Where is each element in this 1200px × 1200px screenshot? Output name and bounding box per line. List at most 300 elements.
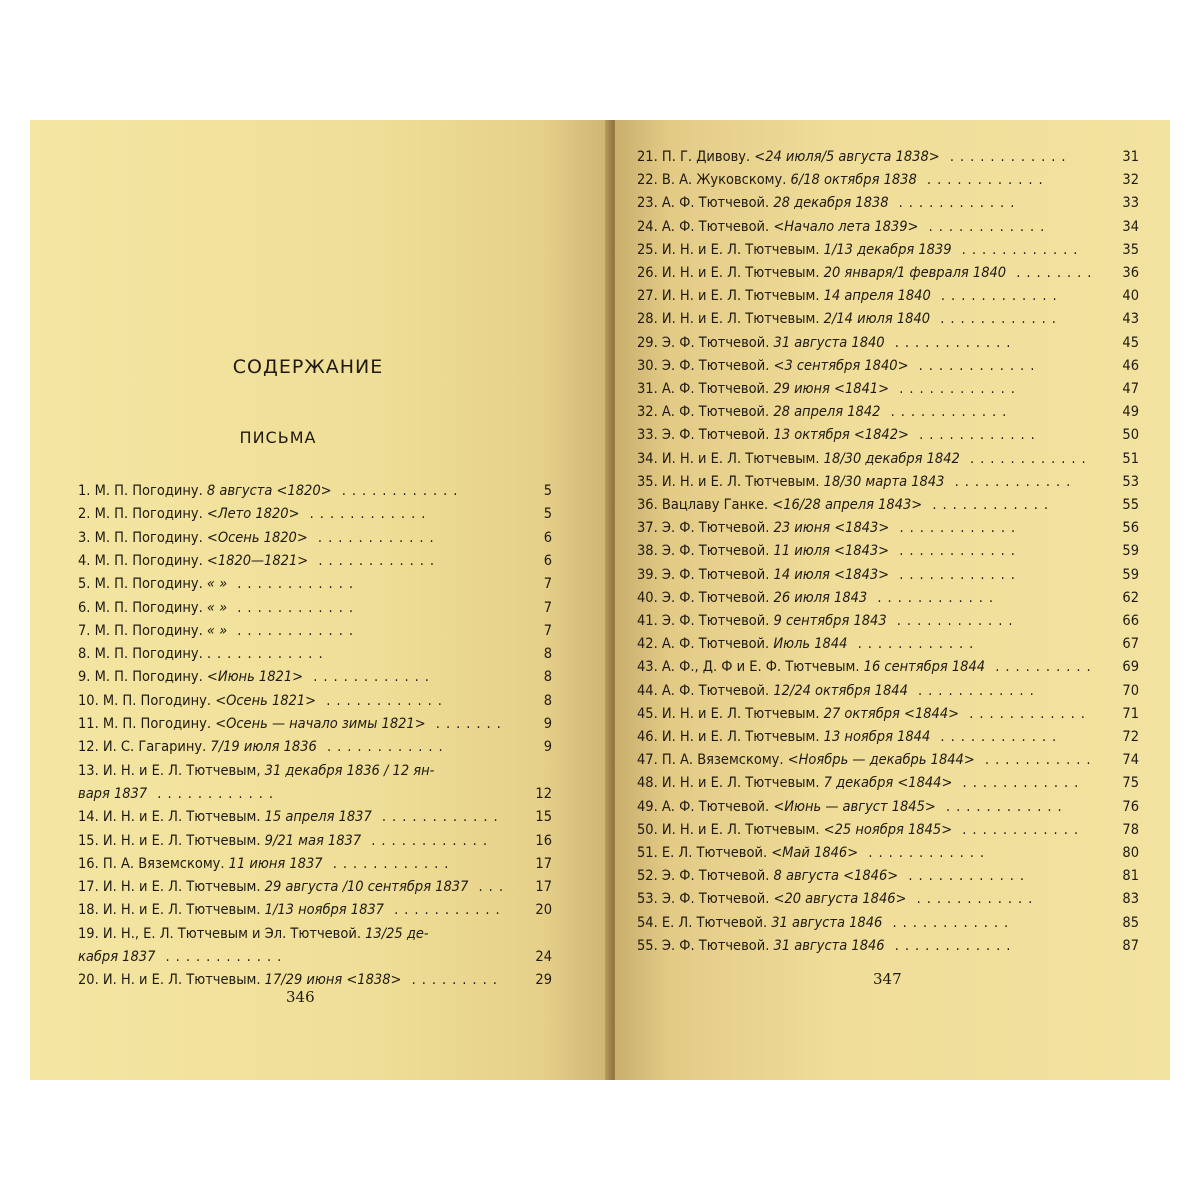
entry-date: 8 августа <1820> bbox=[206, 483, 332, 499]
leader-dots: ............ bbox=[888, 195, 1021, 212]
toc-entry-text bbox=[637, 401, 1012, 423]
toc-entry bbox=[637, 169, 1137, 191]
toc-entry bbox=[637, 471, 1137, 493]
entry-addressee: М. П. Погодину. bbox=[94, 529, 207, 546]
entry-date: « » bbox=[206, 576, 228, 593]
leader-dots: ............ bbox=[889, 520, 1022, 537]
toc-entry bbox=[637, 517, 1137, 539]
entry-number: 4. bbox=[78, 552, 95, 569]
entry-addressee: А. Ф. Тютчевой. bbox=[661, 404, 774, 421]
entry-number: 24. bbox=[637, 218, 662, 235]
entry-addressee: И. Н., Е. Л. Тютчевым и Эл. Тютчевой. bbox=[102, 925, 366, 942]
entry-page: 50 bbox=[1122, 427, 1139, 444]
entry-page: 8 bbox=[543, 669, 552, 686]
entry-addressee: А. Ф. Тютчевой. bbox=[661, 636, 774, 653]
entry-date: 7/19 июля 1836 bbox=[210, 739, 317, 756]
entry-date: <Осень — начало зимы 1821> bbox=[215, 716, 426, 732]
leader-dots: ............ bbox=[371, 809, 504, 826]
entry-addressee: И. Н. и Е. Л. Тютчевым. bbox=[102, 972, 265, 989]
entry-date: варя 1837 bbox=[78, 785, 148, 802]
entry-addressee: И. Н. и Е. Л. Тютчевым. bbox=[661, 288, 824, 305]
entry-page: 20 bbox=[535, 902, 552, 919]
toc-entry bbox=[78, 853, 550, 875]
leader-dots: ............ bbox=[889, 381, 1021, 397]
entry-addressee: Э. Ф. Тютчевой. bbox=[661, 566, 774, 583]
leader-dots: ............ bbox=[886, 613, 1019, 629]
entry-number: 48. bbox=[637, 775, 662, 792]
entry-date: 13 октября <1842> bbox=[773, 427, 909, 444]
entry-number: 55. bbox=[637, 937, 662, 954]
entry-addressee: А. Ф. Тютчевой. bbox=[661, 218, 774, 235]
entry-number: 53. bbox=[637, 891, 662, 908]
leader-dots: .......... bbox=[985, 659, 1097, 676]
toc-entry bbox=[78, 736, 550, 758]
leader-dots: ............ bbox=[316, 692, 448, 709]
toc-entry bbox=[637, 935, 1137, 957]
toc-entry bbox=[637, 262, 1137, 284]
toc-entry bbox=[637, 633, 1137, 655]
toc-entry bbox=[78, 620, 550, 642]
entry-addressee: И. Н. и Е. Л. Тютчевым. bbox=[661, 821, 824, 838]
entry-number: 17. bbox=[78, 879, 103, 896]
leader-dots: ............ bbox=[918, 218, 1051, 235]
toc-entry-text bbox=[637, 610, 1019, 632]
entry-date: <Осень 1820> bbox=[206, 529, 308, 546]
toc-entry-text bbox=[78, 527, 440, 549]
toc-entry-text bbox=[637, 378, 1021, 400]
toc-entry bbox=[637, 285, 1137, 307]
entry-date: <Июнь 1821> bbox=[206, 669, 304, 686]
toc-entry bbox=[637, 772, 1137, 794]
entry-number: 6. bbox=[78, 599, 95, 616]
toc-entry-text bbox=[78, 503, 431, 525]
entry-page: 69 bbox=[1122, 659, 1139, 676]
entry-page: 17 bbox=[535, 855, 552, 872]
entry-addressee: Э. Ф. Тютчевой. bbox=[661, 613, 774, 629]
entry-date: 31 декабря 1836 / 12 ян- bbox=[264, 762, 435, 779]
entry-page: 59 bbox=[1122, 543, 1139, 560]
entry-page: 78 bbox=[1122, 821, 1139, 838]
toc-entry bbox=[78, 503, 550, 525]
toc-entry-text bbox=[78, 899, 506, 921]
toc-entry bbox=[637, 146, 1137, 168]
entry-page: 6 bbox=[543, 529, 552, 546]
entry-page: 31 bbox=[1122, 149, 1139, 165]
toc-entry bbox=[78, 666, 550, 688]
toc-entry bbox=[78, 760, 550, 782]
entry-page: 80 bbox=[1122, 845, 1139, 861]
leader-dots: ............ bbox=[916, 172, 1049, 189]
entry-date: 2/14 июля 1840 bbox=[823, 311, 931, 328]
entry-number: 10. bbox=[78, 692, 103, 709]
toc-entry-text bbox=[637, 703, 1091, 725]
entry-date: 26 июля 1843 bbox=[773, 589, 868, 606]
entry-number: 54. bbox=[637, 914, 662, 931]
toc-entry-text bbox=[637, 169, 1049, 191]
entry-date: <1820—1821> bbox=[206, 552, 309, 569]
entry-page: 7 bbox=[543, 622, 552, 639]
entry-addressee: А. Ф. Тютчевой. bbox=[661, 195, 774, 212]
toc-entry-text bbox=[637, 772, 1084, 794]
entry-date: 13/25 де- bbox=[365, 925, 429, 942]
entry-page: 59 bbox=[1122, 566, 1139, 583]
leader-dots: ............ bbox=[880, 404, 1013, 421]
entry-date: <Начало лета 1839> bbox=[773, 218, 919, 235]
toc-entry-text bbox=[637, 332, 1016, 354]
entry-number: 3. bbox=[78, 529, 95, 546]
toc-entry-text bbox=[78, 830, 493, 852]
page-number-right: 347 bbox=[873, 970, 902, 988]
entry-date: 29 августа /10 сентября 1837 bbox=[264, 879, 469, 896]
toc-entry bbox=[78, 573, 550, 595]
entry-addressee: Э. Ф. Тютчевой. bbox=[661, 937, 774, 954]
entry-addressee: И. Н. и Е. Л. Тютчевым. bbox=[102, 832, 265, 849]
toc-entry-text bbox=[637, 680, 1040, 702]
leader-dots: ............ bbox=[331, 483, 464, 499]
leader-dots: ............ bbox=[316, 739, 449, 756]
toc-entry bbox=[637, 912, 1137, 934]
entry-number: 45. bbox=[637, 705, 662, 722]
toc-entry-text bbox=[78, 876, 509, 898]
leader-dots: ........ bbox=[1006, 265, 1098, 281]
entry-number: 20. bbox=[78, 972, 103, 989]
toc-entry bbox=[78, 550, 550, 572]
entry-number: 36. bbox=[637, 497, 662, 513]
entry-addressee: Э. Ф. Тютчевой. bbox=[661, 589, 774, 606]
toc-entry bbox=[637, 564, 1137, 586]
toc-entry bbox=[78, 643, 550, 665]
entry-number: 8. bbox=[78, 646, 95, 663]
toc-entry-text bbox=[78, 620, 359, 642]
entry-number: 49. bbox=[637, 798, 662, 815]
entry-number: 39. bbox=[637, 566, 662, 583]
toc-entry bbox=[637, 216, 1137, 238]
entry-date: 18/30 декабря 1842 bbox=[823, 450, 960, 467]
toc-entry-text bbox=[78, 573, 359, 595]
toc-entry bbox=[78, 923, 550, 945]
entry-page: 35 bbox=[1122, 241, 1139, 258]
entry-page: 45 bbox=[1122, 334, 1139, 351]
toc-entry-text bbox=[637, 935, 1016, 957]
entry-date: 31 августа 1846 bbox=[771, 914, 883, 931]
toc-entry bbox=[637, 192, 1137, 214]
leader-dots: ............ bbox=[227, 622, 359, 639]
leader-dots: ............ bbox=[303, 669, 435, 686]
leader-dots: ............ bbox=[944, 473, 1077, 490]
toc-entry bbox=[78, 597, 550, 619]
toc-entry bbox=[637, 494, 1137, 516]
leader-dots: ............ bbox=[227, 599, 359, 616]
entry-page: 5 bbox=[543, 483, 552, 499]
entry-date: 20 января/1 февраля 1840 bbox=[823, 265, 1007, 281]
entry-date: Июль 1844 bbox=[773, 636, 848, 653]
toc-entry-text bbox=[637, 888, 1038, 910]
entry-date: 31 августа 1840 bbox=[773, 334, 885, 351]
leader-dots: ............ bbox=[922, 497, 1055, 513]
toc-entry bbox=[637, 355, 1137, 377]
toc-entry bbox=[78, 806, 550, 828]
entry-page: 43 bbox=[1122, 311, 1139, 328]
entry-page: 71 bbox=[1122, 705, 1139, 722]
entry-page: 53 bbox=[1122, 473, 1139, 490]
entry-date: 1/13 ноября 1837 bbox=[264, 902, 384, 919]
entry-date: <25 ноября 1845> bbox=[823, 821, 953, 838]
leader-dots: ............ bbox=[939, 149, 1072, 165]
leader-dots: ............ bbox=[847, 636, 980, 653]
entry-date: <Осень 1821> bbox=[215, 692, 317, 709]
leader-dots: ............ bbox=[908, 427, 1041, 444]
toc-entry bbox=[637, 424, 1137, 446]
entry-number: 9. bbox=[78, 669, 95, 686]
entry-number: 35. bbox=[637, 473, 662, 490]
entry-number: 11. bbox=[78, 716, 103, 732]
entry-addressee: М. П. Погодину. bbox=[94, 576, 207, 593]
leader-dots: ............ bbox=[147, 785, 280, 802]
entry-page: 6 bbox=[543, 552, 552, 569]
entry-number: 2. bbox=[78, 506, 95, 523]
entry-date: <20 августа 1846> bbox=[773, 891, 907, 908]
entry-number: 14. bbox=[78, 809, 103, 826]
entry-number: 41. bbox=[637, 613, 662, 629]
entry-page: 74 bbox=[1122, 752, 1139, 769]
entry-addressee: В. А. Жуковскому. bbox=[661, 172, 791, 189]
leader-dots: ............ bbox=[299, 506, 432, 523]
toc-entry-text bbox=[637, 216, 1050, 238]
entry-addressee: М. П. Погодину. bbox=[94, 669, 207, 686]
entry-addressee: М. П. Погодину. bbox=[102, 692, 216, 709]
entry-number: 40. bbox=[637, 589, 662, 606]
entry-page: 34 bbox=[1122, 218, 1139, 235]
toc-entry bbox=[637, 587, 1137, 609]
entry-addressee: А. Ф. Тютчевой. bbox=[661, 381, 774, 397]
leader-dots: ............ bbox=[935, 798, 1068, 815]
entry-addressee: Э. Ф. Тютчевой. bbox=[661, 334, 774, 351]
toc-entry bbox=[637, 842, 1137, 864]
entry-addressee: М. П. Погодину. bbox=[102, 716, 216, 732]
entry-addressee: Е. Л. Тютчевой. bbox=[661, 845, 772, 861]
toc-entry bbox=[637, 819, 1137, 841]
page-number-left: 346 bbox=[286, 988, 315, 1006]
entry-date: 8 августа <1846> bbox=[773, 868, 899, 885]
leader-dots: ............ bbox=[227, 576, 359, 593]
toc-entry bbox=[637, 239, 1137, 261]
leader-dots: ............ bbox=[930, 288, 1063, 305]
entry-date: кабря 1837 bbox=[78, 949, 156, 965]
entry-date: 11 июня 1837 bbox=[228, 855, 323, 872]
entry-date: 6/18 октября 1838 bbox=[790, 172, 917, 189]
toc-entry-text bbox=[78, 853, 454, 875]
toc-entry bbox=[637, 796, 1137, 818]
entry-number: 19. bbox=[78, 925, 103, 942]
entry-addressee: Э. Ф. Тютчевой. bbox=[661, 427, 774, 444]
entry-number: 51. bbox=[637, 845, 662, 861]
entry-number: 13. bbox=[78, 762, 103, 779]
entry-date: <3 сентября 1840> bbox=[773, 357, 909, 374]
book-spread bbox=[30, 120, 1170, 1080]
entry-page: 75 bbox=[1122, 775, 1139, 792]
entry-number: 23. bbox=[637, 195, 662, 212]
leader-dots: ............ bbox=[361, 832, 493, 849]
entry-date: 13 ноября 1844 bbox=[823, 729, 931, 745]
entry-page: 33 bbox=[1122, 195, 1139, 212]
entry-addressee: П. А. Вяземскому. bbox=[102, 855, 229, 872]
toc-entry-text bbox=[78, 690, 448, 712]
toc-entry-text bbox=[637, 633, 979, 655]
entry-page: 8 bbox=[543, 692, 552, 709]
toc-entry bbox=[637, 680, 1137, 702]
entry-number: 25. bbox=[637, 241, 662, 258]
entry-number: 37. bbox=[637, 520, 662, 537]
entry-date: 15 апреля 1837 bbox=[264, 809, 372, 826]
entry-addressee: Э. Ф. Тютчевой. bbox=[661, 357, 774, 374]
leader-dots: ............ bbox=[907, 682, 1040, 699]
entry-number: 31. bbox=[637, 381, 662, 397]
entry-date: <Лето 1820> bbox=[206, 506, 300, 523]
entry-addressee: М. П. Погодину. bbox=[94, 552, 207, 569]
entry-page: 66 bbox=[1122, 613, 1139, 629]
toc-entry-text bbox=[637, 285, 1063, 307]
toc-entry-text bbox=[637, 517, 1021, 539]
leader-dots: ............ bbox=[882, 914, 1015, 931]
leader-dots: ........... bbox=[974, 752, 1097, 769]
entry-date: 31 августа 1846 bbox=[773, 937, 885, 954]
entry-page: 7 bbox=[543, 599, 552, 616]
entry-addressee: М. П. Погодину. bbox=[94, 506, 207, 523]
entry-addressee: И. Н. и Е. Л. Тютчевым. bbox=[661, 450, 824, 467]
entry-number: 16. bbox=[78, 855, 103, 872]
leader-dots: ............ bbox=[858, 845, 991, 861]
entry-addressee: И. Н. и Е. Л. Тютчевым. bbox=[102, 902, 265, 919]
toc-entry bbox=[637, 332, 1137, 354]
toc-entry bbox=[637, 656, 1137, 678]
toc-entry bbox=[637, 540, 1137, 562]
toc-entry-text bbox=[637, 494, 1054, 516]
entry-page: 7 bbox=[543, 576, 552, 593]
entry-date: 1/13 декабря 1839 bbox=[823, 241, 952, 258]
leader-dots: ............ bbox=[308, 552, 441, 569]
entry-date: 9/21 мая 1837 bbox=[264, 832, 362, 849]
entry-page: 83 bbox=[1122, 891, 1139, 908]
entry-page: 67 bbox=[1122, 636, 1139, 653]
leader-dots: ............ bbox=[930, 729, 1063, 745]
toc-entry-text bbox=[637, 865, 1030, 887]
toc-entry-text bbox=[637, 749, 1097, 771]
entry-addressee: И. Н. и Е. Л. Тютчевым. bbox=[661, 705, 824, 722]
entry-page: 62 bbox=[1122, 589, 1139, 606]
entry-date: 14 июля <1843> bbox=[773, 566, 890, 583]
entry-page: 72 bbox=[1122, 729, 1139, 745]
entry-addressee: А. Ф. Тютчевой. bbox=[661, 798, 774, 815]
entry-addressee: П. А. Вяземскому. bbox=[661, 752, 788, 769]
entry-number: 15. bbox=[78, 832, 103, 849]
leader-dots: ............ bbox=[952, 821, 1084, 838]
entry-page: 87 bbox=[1122, 937, 1139, 954]
toc-entry-text bbox=[637, 424, 1041, 446]
entry-addressee: Э. Ф. Тютчевой. bbox=[661, 868, 774, 885]
leader-dots: ........... bbox=[383, 902, 506, 919]
entry-date: « » bbox=[206, 622, 228, 639]
leader-dots: ............ bbox=[155, 949, 288, 965]
entry-page: 15 bbox=[535, 809, 552, 826]
toc-entry-text bbox=[78, 597, 359, 619]
entry-number: 28. bbox=[637, 311, 662, 328]
toc-entry-text bbox=[78, 806, 504, 828]
entry-number: 34. bbox=[637, 450, 662, 467]
entry-date: « » bbox=[206, 599, 228, 616]
entry-page: 51 bbox=[1122, 450, 1139, 467]
entry-addressee: А. Ф. Тютчевой. bbox=[661, 682, 774, 699]
toc-entry-text bbox=[637, 192, 1020, 214]
entry-page: 46 bbox=[1122, 357, 1139, 374]
entry-addressee: М. П. Погодину. bbox=[94, 483, 207, 499]
entry-page: 29 bbox=[535, 972, 552, 989]
entry-date: 11 июля <1843> bbox=[773, 543, 890, 560]
toc-entry bbox=[637, 888, 1137, 910]
toc-entry-text bbox=[78, 666, 435, 688]
entry-page: 40 bbox=[1122, 288, 1139, 305]
leader-dots: ............ bbox=[206, 646, 329, 663]
toc-entry-text bbox=[637, 308, 1062, 330]
toc-entry-text bbox=[637, 239, 1083, 261]
toc-entry bbox=[78, 899, 550, 921]
entry-page: 9 bbox=[543, 739, 552, 756]
toc-entry-text bbox=[637, 656, 1097, 678]
entry-addressee: И. Н. и Е. Л. Тютчевым, bbox=[102, 762, 265, 779]
entry-page: 16 bbox=[535, 832, 552, 849]
toc-entry-text bbox=[637, 564, 1021, 586]
toc-entry bbox=[637, 308, 1137, 330]
entry-number: 52. bbox=[637, 868, 662, 885]
entry-page: 49 bbox=[1122, 404, 1139, 421]
leader-dots: ....... bbox=[425, 716, 507, 732]
entry-addressee: М. П. Погодину. bbox=[94, 622, 207, 639]
toc-entry bbox=[637, 865, 1137, 887]
toc-entry bbox=[78, 713, 550, 735]
toc-entry bbox=[637, 703, 1137, 725]
toc-entry bbox=[637, 401, 1137, 423]
toc-entry-text bbox=[637, 912, 1014, 934]
entry-addressee: И. Н. и Е. Л. Тютчевым. bbox=[102, 809, 265, 826]
toc-entry-text bbox=[637, 355, 1040, 377]
toc-entry bbox=[78, 830, 550, 852]
entry-number: 43. bbox=[637, 659, 662, 676]
entry-number: 5. bbox=[78, 576, 95, 593]
toc-entry-text bbox=[78, 923, 429, 945]
entry-number: 21. bbox=[637, 149, 662, 165]
entry-date: 7 декабря <1844> bbox=[823, 775, 953, 792]
leader-dots: ............ bbox=[930, 311, 1062, 328]
contents-title: СОДЕРЖАНИЕ bbox=[232, 356, 384, 378]
leader-dots: ............ bbox=[307, 529, 440, 546]
entry-number: 50. bbox=[637, 821, 662, 838]
leader-dots: ............ bbox=[867, 589, 1000, 606]
toc-entry bbox=[78, 783, 550, 805]
entry-addressee: И. С. Гагарину. bbox=[102, 739, 211, 756]
toc-entry-text bbox=[637, 587, 999, 609]
entry-number: 18. bbox=[78, 902, 103, 919]
toc-entry-text bbox=[637, 796, 1068, 818]
entry-number: 22. bbox=[637, 172, 662, 189]
entry-page: 70 bbox=[1122, 682, 1139, 699]
entry-number: 33. bbox=[637, 427, 662, 444]
leader-dots: ............ bbox=[908, 357, 1041, 374]
entry-page: 12 bbox=[535, 785, 552, 802]
leader-dots: ......... bbox=[401, 972, 503, 989]
entry-addressee: И. Н. и Е. Л. Тютчевым. bbox=[661, 265, 824, 281]
toc-entry-text bbox=[78, 760, 434, 782]
leader-dots: ............ bbox=[889, 543, 1021, 560]
leader-dots: ............ bbox=[906, 891, 1039, 908]
